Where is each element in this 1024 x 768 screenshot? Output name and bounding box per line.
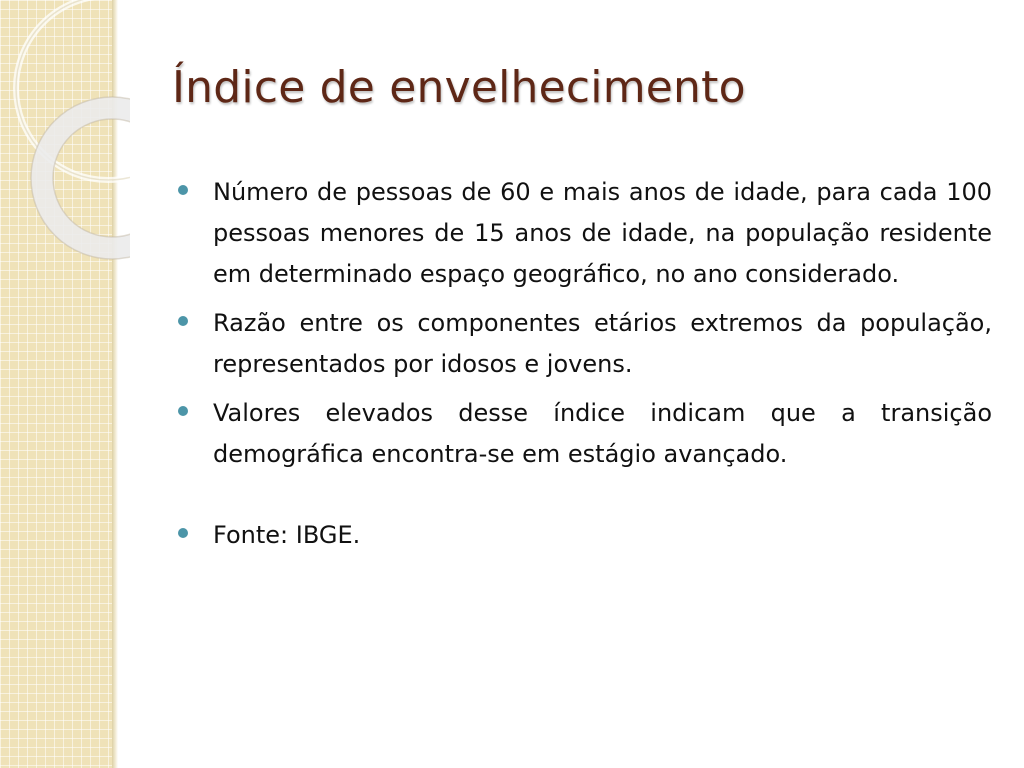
bullet-item-interpretation xyxy=(178,393,992,475)
bullet-item-ratio xyxy=(178,303,992,385)
bullet-list xyxy=(178,172,992,564)
bullet-text: Número de pessoas de 60 e mais anos de idade, para cada 100 pessoas menores de 15 anos de idade, na população residente em determinado espaço geográfico, no ano considerado. xyxy=(213,178,992,288)
bullet-dot-icon xyxy=(178,406,188,416)
decorative-circle-large xyxy=(16,0,130,180)
bullet-item-source xyxy=(178,515,992,556)
bullet-text: Valores elevados desse índice indicam que a transição demográfica encontra-se em estágio avançado. xyxy=(213,399,992,468)
bullet-text: Razão entre os componentes etários extremos da população, representados por idosos e jovens. xyxy=(213,309,992,378)
bullet-text: Fonte: IBGE. xyxy=(213,521,361,549)
bullet-dot-icon xyxy=(178,185,188,195)
decorative-circle-large-outline xyxy=(16,0,130,180)
bullet-dot-icon xyxy=(178,528,188,538)
slide-title: Índice de envelhecimento xyxy=(172,62,746,113)
bullet-dot-icon xyxy=(178,316,188,326)
decorative-circles xyxy=(0,0,130,300)
bullet-item-definition xyxy=(178,172,992,295)
